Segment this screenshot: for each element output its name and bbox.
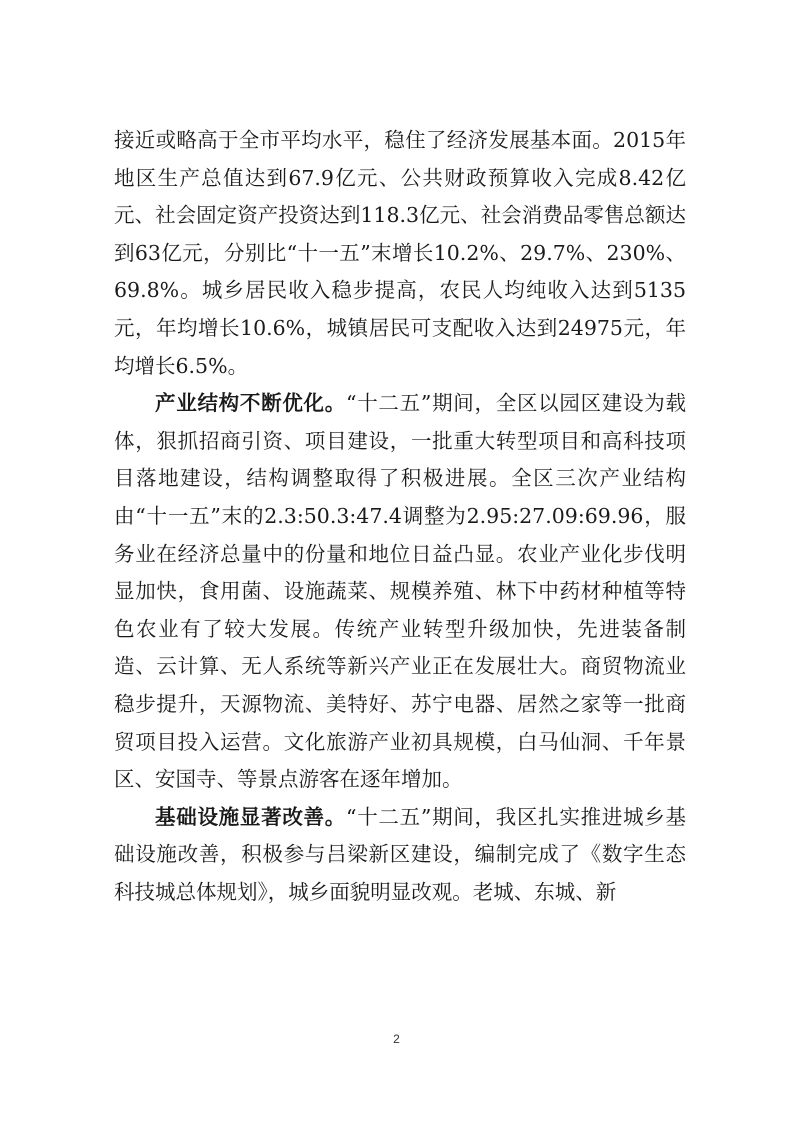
paragraph-economy [114, 122, 686, 385]
paragraph-text: 接近或略高于全市平均水平，稳住了经济发展基本面。2015年地区生产总值达到67.9亿元、公共财政预算收入完成8.42亿元、社会固定资产投资达到118.3亿元、社会消费品零售总额达到63亿元，分别比“十一五”末增长10.2%、29.7%、230%、69.8%。城乡居民收入稳步提高，农民人均纯收入达到5135元，年均增长10.6%，城镇居民可支配收入达到24975元，年均增长6.5%。 [114, 128, 686, 378]
paragraph-infrastructure [114, 799, 686, 912]
paragraph-text: “十二五”期间，全区以园区建设为载体，狠抓招商引资、项目建设，一批重大转型项目和高科技项目落地建设，结构调整取得了积极进展。全区三次产业结构由“十一五”末的2.3:50.3:47.4调整为2.95:27.09:69.96，服务业在经济总量中的份量和地位日益凸显。农业产业化步伐明显加快，食用菌、设施蔬菜、规模养殖、林下中药材种植等特色农业有了较大发展。传统产业转型升级加快，先进装备制造、云计算、无人系统等新兴产业正在发展壮大。商贸物流业稳步提升，天源物流、美特好、苏宁电器、居然之家等一批商贸项目投入运营。文化旅游产业初具规模，白马仙洞、千年景区、安国寺、等景点游客在逐年增加。 [114, 391, 686, 792]
body-text [114, 122, 686, 911]
page-number: 2 [393, 1032, 400, 1046]
paragraph-industry-structure [114, 385, 686, 799]
paragraph-text: “十二五”期间，我区扎实推进城乡基础设施改善，积极参与吕梁新区建设，编制完成了《数字生态科技城总体规划》，城乡面貌明显改观。老城、东城、新 [114, 804, 686, 904]
paragraph-lead-heading: 产业结构不断优化。 [155, 391, 346, 416]
paragraph-lead-heading: 基础设施显著改善。 [155, 804, 346, 829]
